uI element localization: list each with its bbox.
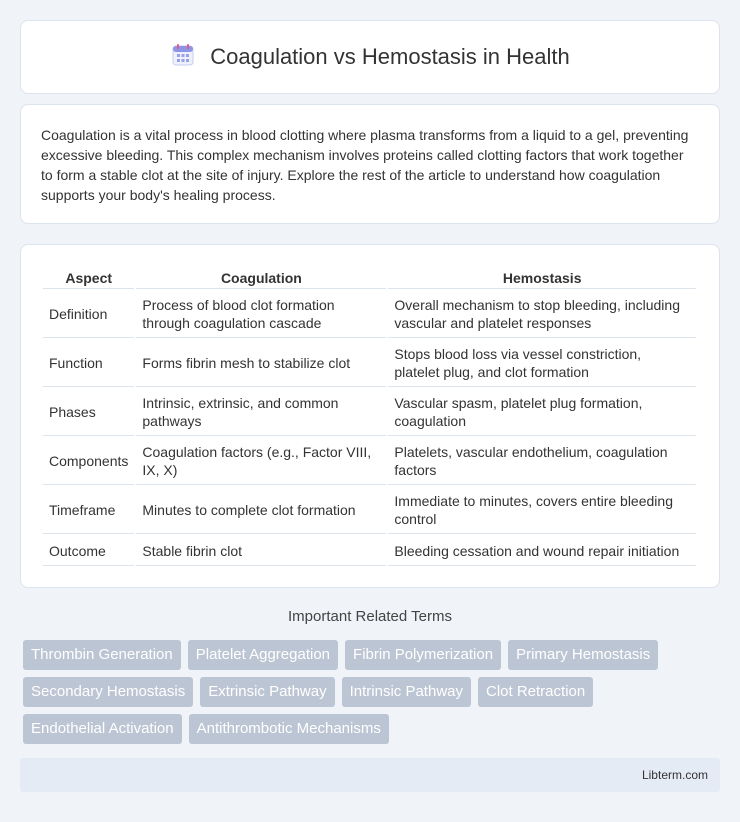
related-term-tag[interactable]: Intrinsic Pathway xyxy=(342,677,471,707)
table-cell: Definition xyxy=(43,291,134,338)
table-cell: Vascular spasm, platelet plug formation, coagulation xyxy=(388,389,696,436)
table-row xyxy=(43,291,696,338)
related-term-tag[interactable]: Platelet Aggregation xyxy=(188,640,338,670)
header-coagulation: Coagulation xyxy=(136,267,386,289)
related-term-tag[interactable]: Antithrombotic Mechanisms xyxy=(189,714,389,744)
table-cell: Overall mechanism to stop bleeding, including vascular and platelet responses xyxy=(388,291,696,338)
related-term-tag[interactable]: Secondary Hemostasis xyxy=(23,677,193,707)
table-cell: Bleeding cessation and wound repair initiation xyxy=(388,536,696,566)
related-term-tag[interactable]: Fibrin Polymerization xyxy=(345,640,501,670)
table-cell: Stable fibrin clot xyxy=(136,536,386,566)
header-aspect: Aspect xyxy=(43,267,134,289)
table-row xyxy=(43,438,696,485)
related-term-tag[interactable]: Primary Hemostasis xyxy=(508,640,658,670)
intro-text: Coagulation is a vital process in blood clotting where plasma transforms from a liquid to a gel, preventing excessive bleeding. This complex mechanism involves proteins called clotting factors that work together to form a stable clot at the site of injury. Explore the rest of the article to understand how coagulation supports your body's healing process. xyxy=(41,127,689,203)
table-row xyxy=(43,389,696,436)
intro-card xyxy=(20,104,720,224)
table-cell: Function xyxy=(43,340,134,387)
table-cell: Coagulation factors (e.g., Factor VIII, IX, X) xyxy=(136,438,386,485)
comparison-table xyxy=(41,265,698,568)
footer xyxy=(20,758,720,792)
table-cell: Minutes to complete clot formation xyxy=(136,487,386,534)
related-terms-title: Important Related Terms xyxy=(288,608,452,625)
table-cell: Phases xyxy=(43,389,134,436)
footer-brand-link[interactable]: Libterm.com xyxy=(641,768,708,782)
related-term-tag[interactable]: Clot Retraction xyxy=(478,677,593,707)
table-cell: Timeframe xyxy=(43,487,134,534)
table-cell: Platelets, vascular endothelium, coagulation factors xyxy=(388,438,696,485)
table-row xyxy=(43,340,696,387)
table-cell: Outcome xyxy=(43,536,134,566)
page-title: Coagulation vs Hemostasis in Health xyxy=(210,44,570,69)
table-cell: Immediate to minutes, covers entire bleeding control xyxy=(388,487,696,534)
table-row xyxy=(43,487,696,534)
table-cell: Intrinsic, extrinsic, and common pathways xyxy=(136,389,386,436)
table-cell: Stops blood loss via vessel constriction, platelet plug, and clot formation xyxy=(388,340,696,387)
table-cell: Components xyxy=(43,438,134,485)
related-terms-list xyxy=(23,640,723,744)
related-term-tag[interactable]: Extrinsic Pathway xyxy=(200,677,334,707)
header-hemostasis: Hemostasis xyxy=(388,267,696,289)
table-cell: Forms fibrin mesh to stabilize clot xyxy=(136,340,386,387)
table-row xyxy=(43,536,696,566)
related-term-tag[interactable]: Endothelial Activation xyxy=(23,714,182,744)
table-cell: Process of blood clot formation through coagulation cascade xyxy=(136,291,386,338)
calendar-icon xyxy=(170,42,196,73)
comparison-table-card xyxy=(20,244,720,588)
table-header-row xyxy=(43,267,696,289)
related-term-tag[interactable]: Thrombin Generation xyxy=(23,640,181,670)
header-card xyxy=(20,20,720,94)
